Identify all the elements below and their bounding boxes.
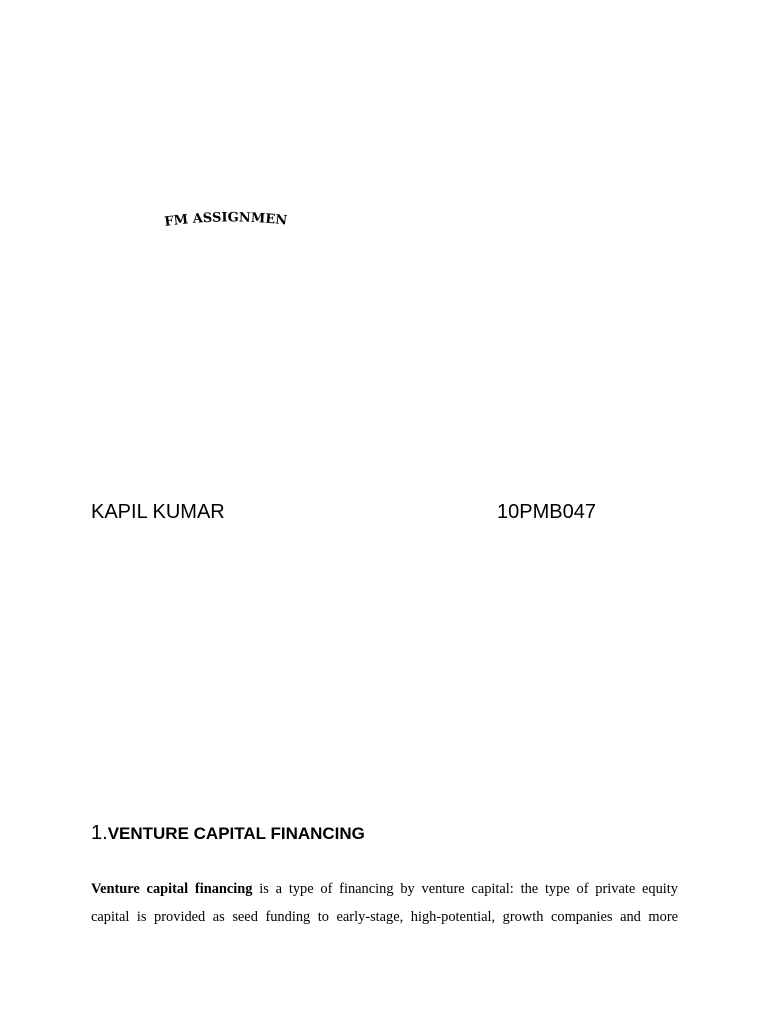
section-title: VENTURE CAPITAL FINANCING <box>107 824 365 843</box>
paragraph-line-1-text: is a type of financing by venture capital: the type of private equity <box>252 881 678 897</box>
paragraph-line-1 <box>91 876 678 904</box>
wordart-title-text: FM ASSIGNMENT <box>158 197 288 230</box>
paragraph-line-2: capital is provided as seed funding to early-stage, high-potential, growth companies and more <box>91 908 678 925</box>
wordart-title <box>158 197 288 232</box>
roll-number: 10PMB047 <box>497 501 596 523</box>
section-number: 1. <box>91 822 108 844</box>
paragraph-term: Venture capital financing <box>91 881 253 897</box>
author-name: KAPIL KUMAR <box>91 501 225 523</box>
body-paragraph <box>91 876 678 931</box>
section-heading <box>91 820 365 847</box>
